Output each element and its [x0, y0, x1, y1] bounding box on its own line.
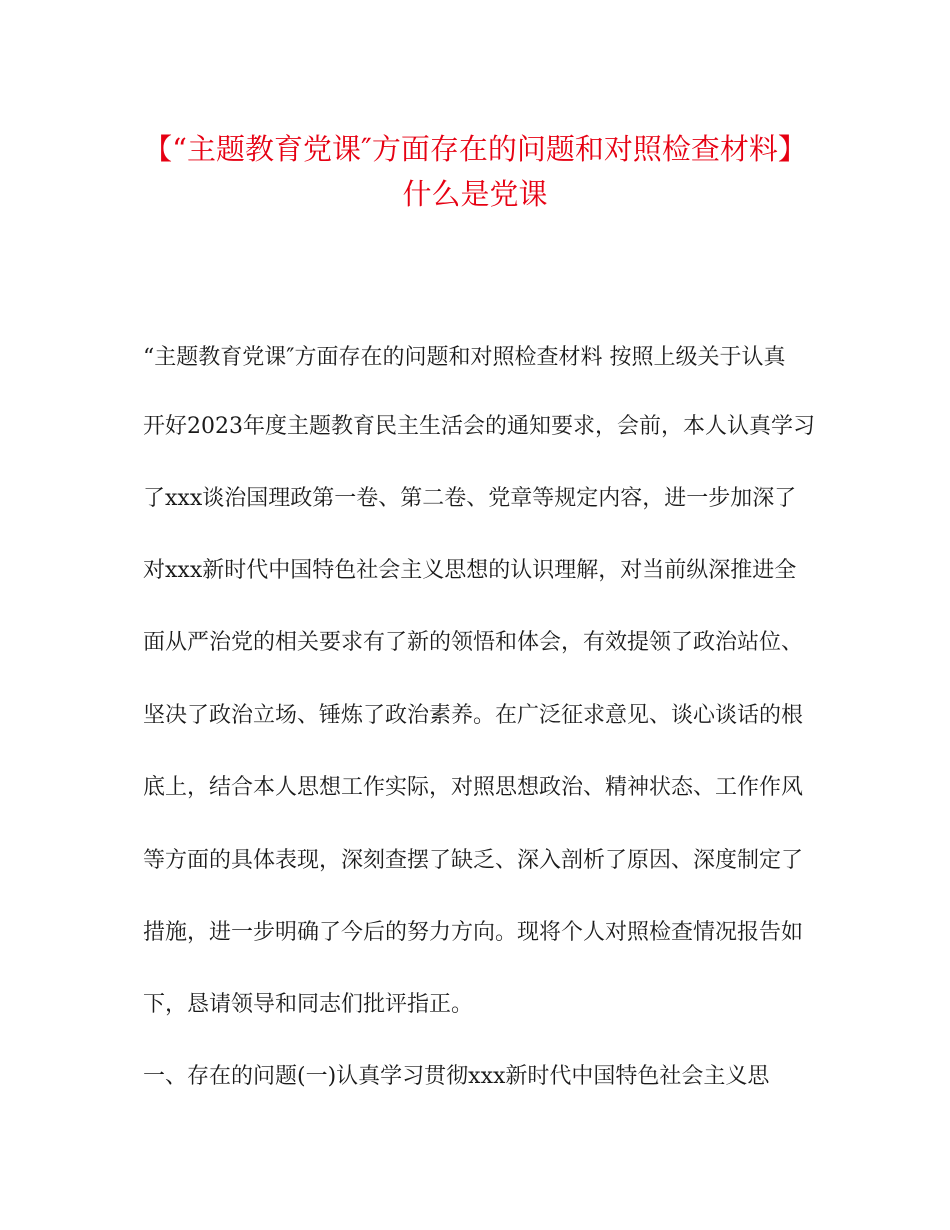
body-text-line: 对xxx新时代中国特色社会主义思想的认识理解，对当前纵深推进全: [143, 558, 797, 583]
section-heading-line: 一、存在的问题(一)认真学习贯彻xxx新时代中国特色社会主义思: [143, 1064, 770, 1089]
body-text-line: 开好2023年度主题教育民主生活会的通知要求，会前，本人认真学习: [143, 414, 815, 439]
body-text-line: “主题教育党课″方面存在的问题和对照检查材料 按照上级关于认真: [143, 345, 786, 370]
body-text-line: 等方面的具体表现，深刻查摆了缺乏、深入剖析了原因、深度制定了: [143, 848, 804, 873]
body-text-line: 坚决了政治立场、锤炼了政治素养。在广泛征求意见、谈心谈话的根: [143, 703, 804, 728]
body-text-line: 底上，结合本人思想工作实际，对照思想政治、精神状态、工作作风: [143, 775, 804, 800]
body-text-line: 下，恳请领导和同志们批评指正。: [143, 992, 474, 1017]
document-title-line-2: 什么是党课: [402, 177, 548, 211]
body-text-line: 面从严治党的相关要求有了新的领悟和体会，有效提领了政治站位、: [143, 630, 804, 655]
document-title-line-1: 【“主题教育党课″方面存在的问题和对照检查材料】: [143, 132, 807, 166]
body-text-line: 措施，进一步明确了今后的努力方向。现将个人对照检查情况报告如: [143, 920, 804, 945]
body-text-line: 了xxx谈治国理政第一卷、第二卷、党章等规定内容，进一步加深了: [143, 486, 797, 511]
